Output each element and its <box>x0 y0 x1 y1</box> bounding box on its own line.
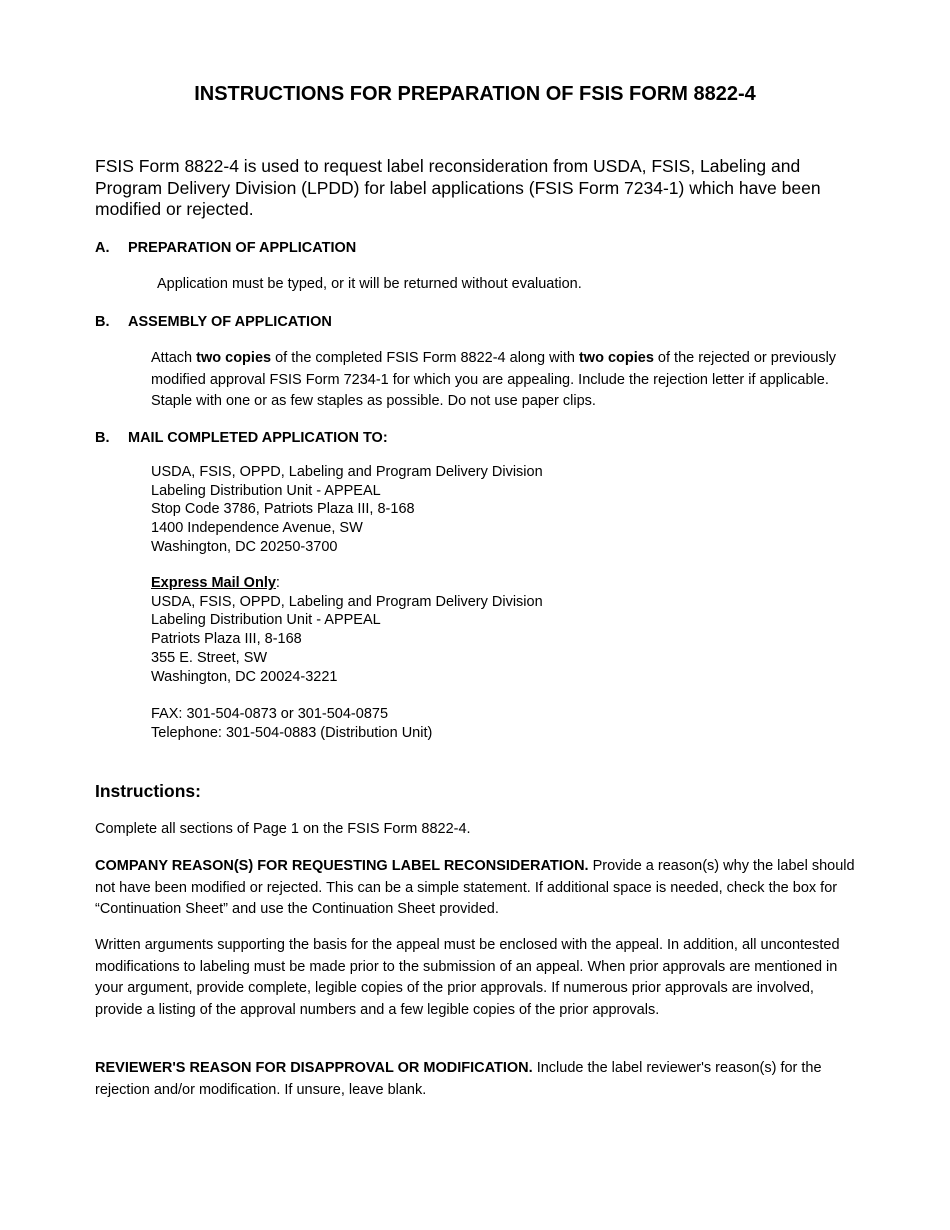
express-mail-label <box>151 574 543 593</box>
company-reason-text: Provide a reason(s) why the label should not have been modified or rejected. This can be a simple statement. If additional space is needed, check the box for “Continuation Sheet” and use the Continuation Sheet provided. <box>95 858 855 917</box>
fax-number: FAX: 301-504-0873 or 301-504-0875 <box>151 706 389 722</box>
instructions-heading: Instructions: <box>95 781 201 801</box>
document-title: INSTRUCTIONS FOR PREPARATION OF FSIS FORM 8822-4 <box>194 83 756 105</box>
reviewer-reason-heading: REVIEWER'S REASON FOR DISAPPROVAL OR MODIFICATION. <box>95 1060 533 1076</box>
section-a-letter: A. <box>95 240 110 256</box>
contact-numbers <box>151 705 432 742</box>
address-line: Stop Code 3786, Patriots Plaza III, 8-168 <box>151 501 415 518</box>
express-mail-label-text: Express Mail Only <box>151 575 276 591</box>
address-line: Patriots Plaza III, 8-168 <box>151 631 302 648</box>
assembly-text-part-3: of the rejected or previously modified approval FSIS Form 7234-1 for which you are appealing. Include the rejection letter if applicable. Staple with one or as few staples as possible. Do not use paper clips. <box>151 350 837 409</box>
address-line: Washington, DC 20250-3700 <box>151 538 338 555</box>
address-line: 355 E. Street, SW <box>151 649 268 666</box>
assembly-bold-two-copies-2: two copies <box>578 350 654 366</box>
address-line: USDA, FSIS, OPPD, Labeling and Program Delivery Division <box>151 464 543 480</box>
section-b-mail-heading <box>95 429 388 447</box>
assembly-bold-two-copies-1: two copies <box>196 350 272 366</box>
telephone-number: Telephone: 301-504-0883 (Distribution Unit) <box>151 724 433 741</box>
section-a-heading <box>95 239 356 257</box>
company-reason-paragraph <box>95 856 860 921</box>
section-b-assembly-text <box>151 348 841 413</box>
address-line: Labeling Distribution Unit - APPEAL <box>151 482 381 499</box>
reviewer-reason-paragraph <box>95 1058 860 1101</box>
intro-paragraph: FSIS Form 8822-4 is used to request label reconsideration from USDA, FSIS, Labeling and Program Delivery Division (LPDD) for label applications (FSIS Form 7234-1) which have been modified or rejected. <box>95 156 821 219</box>
section-b-assembly-title: ASSEMBLY OF APPLICATION <box>128 314 332 330</box>
address-line: 1400 Independence Avenue, SW <box>151 520 363 537</box>
section-b-mail-title: MAIL COMPLETED APPLICATION TO: <box>128 430 388 446</box>
section-b-assembly-letter: B. <box>95 314 110 330</box>
section-a-title: PREPARATION OF APPLICATION <box>128 240 357 256</box>
written-arguments-paragraph: Written arguments supporting the basis for the appeal must be enclosed with the appeal. In addition, all uncontested modifications to labeling must be made prior to the submission of an appeal. When prior approvals are mentioned in your argument, provide complete, legible copies of the prior approvals. If numerous prior approvals are involved, provide a listing of the approval numbers and a few legible copies of the prior approvals. <box>95 937 840 1018</box>
assembly-text-part-2: of the completed FSIS Form 8822-4 along with <box>271 350 579 366</box>
company-reason-heading: COMPANY REASON(S) FOR REQUESTING LABEL RECONSIDERATION. <box>95 858 589 874</box>
express-mail-address <box>151 574 543 686</box>
assembly-text-part-1: Attach <box>151 350 197 366</box>
complete-sections-text: Complete all sections of Page 1 on the FSIS Form 8822-4. <box>95 821 471 837</box>
express-mail-colon: : <box>275 575 280 591</box>
section-b-mail-letter: B. <box>95 430 110 446</box>
section-a-text: Application must be typed, or it will be returned without evaluation. <box>157 276 582 292</box>
section-b-assembly-heading <box>95 313 332 331</box>
address-line: Labeling Distribution Unit - APPEAL <box>151 612 381 629</box>
regular-mail-address <box>151 463 543 557</box>
address-line: USDA, FSIS, OPPD, Labeling and Program Delivery Division <box>151 593 543 610</box>
address-line: Washington, DC 20024-3221 <box>151 668 338 685</box>
reviewer-reason-text: Include the label reviewer's reason(s) for the rejection and/or modification. If unsure, leave blank. <box>95 1060 822 1098</box>
